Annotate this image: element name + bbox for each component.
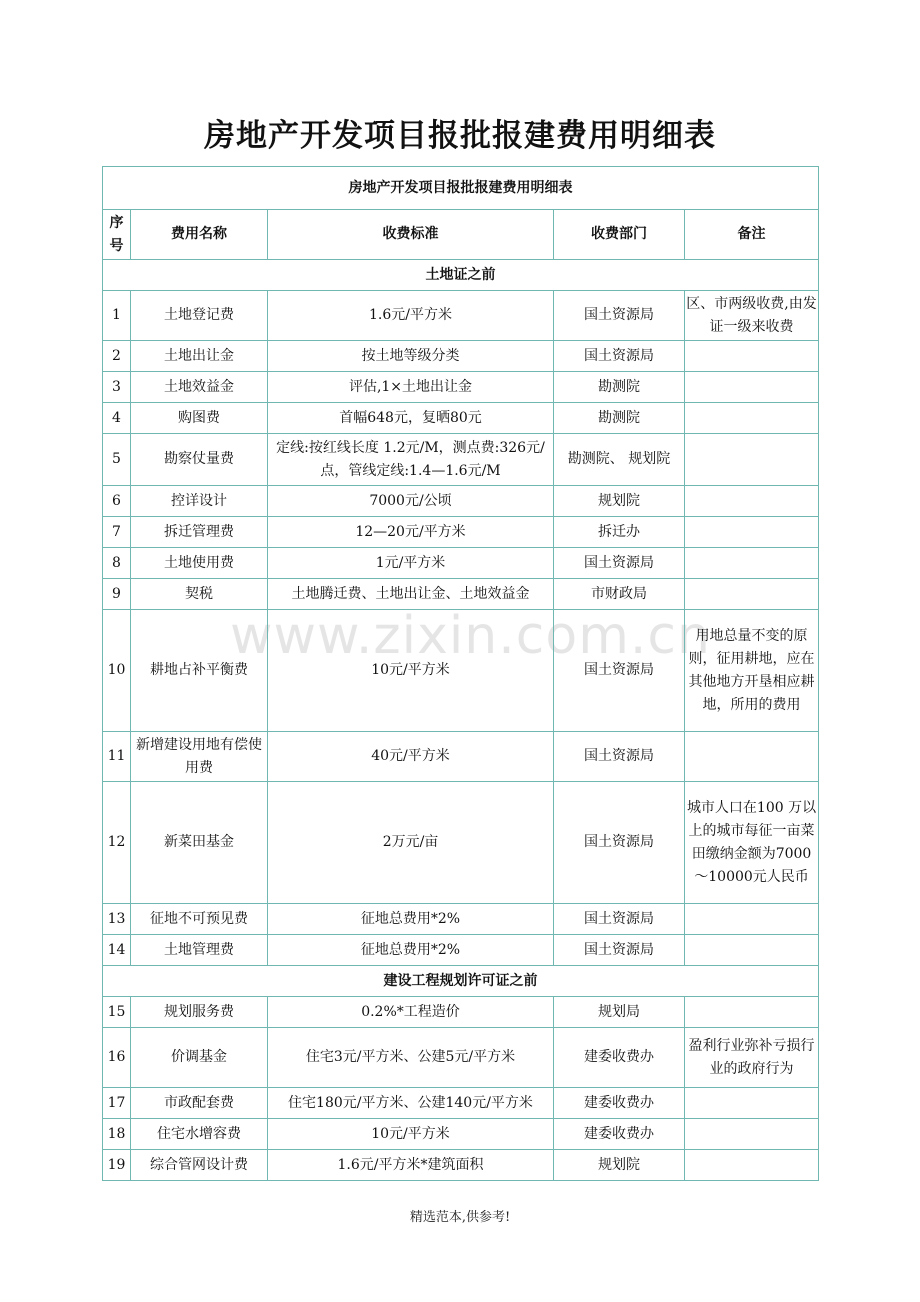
fee-name: 勘察仗量费 xyxy=(131,434,268,486)
fee-note xyxy=(685,1150,819,1181)
fee-note xyxy=(685,517,819,548)
row-number: 7 xyxy=(103,517,131,548)
row-number: 18 xyxy=(103,1119,131,1150)
fee-note xyxy=(685,403,819,434)
fee-note xyxy=(685,372,819,403)
row-number: 10 xyxy=(103,610,131,732)
table-row xyxy=(103,904,819,935)
row-number: 4 xyxy=(103,403,131,434)
fee-dept: 拆迁办 xyxy=(554,517,685,548)
fee-dept: 市财政局 xyxy=(554,579,685,610)
fee-standard: 首幅648元，复晒80元 xyxy=(268,403,554,434)
table-row xyxy=(103,403,819,434)
table-row xyxy=(103,1119,819,1150)
fee-dept: 国土资源局 xyxy=(554,935,685,966)
fee-dept: 勘测院、 规划院 xyxy=(554,434,685,486)
fee-name: 拆迁管理费 xyxy=(131,517,268,548)
fee-note: 盈利行业弥补亏损行业的政府行为 xyxy=(685,1028,819,1088)
fee-note xyxy=(685,732,819,782)
header-row xyxy=(103,210,819,260)
row-number: 19 xyxy=(103,1150,131,1181)
fee-standard: 2万元/亩 xyxy=(268,782,554,904)
fee-name: 契税 xyxy=(131,579,268,610)
fee-name: 土地管理费 xyxy=(131,935,268,966)
watermark: www.zixin.com.cn xyxy=(230,606,711,666)
row-number: 5 xyxy=(103,434,131,486)
header-standard: 收费标准 xyxy=(268,210,554,260)
fee-standard: 40元/平方米 xyxy=(268,732,554,782)
row-number: 1 xyxy=(103,291,131,341)
fee-name: 土地出让金 xyxy=(131,341,268,372)
fee-note xyxy=(685,997,819,1028)
fee-name: 价调基金 xyxy=(131,1028,268,1088)
table-row xyxy=(103,1028,819,1088)
fee-note xyxy=(685,1088,819,1119)
row-number: 6 xyxy=(103,486,131,517)
row-number: 9 xyxy=(103,579,131,610)
fee-name: 征地不可预见费 xyxy=(131,904,268,935)
fee-standard: 住宅3元/平方米、公建5元/平方米 xyxy=(268,1028,554,1088)
row-number: 17 xyxy=(103,1088,131,1119)
fee-dept: 建委收费办 xyxy=(554,1028,685,1088)
section-label: 建设工程规划许可证之前 xyxy=(103,966,819,997)
fee-name: 土地使用费 xyxy=(131,548,268,579)
fee-dept: 国土资源局 xyxy=(554,610,685,732)
table-row xyxy=(103,782,819,904)
fee-note xyxy=(685,1119,819,1150)
fee-standard: 按土地等级分类 xyxy=(268,341,554,372)
footer: 精选范本,供参考! xyxy=(409,1210,511,1225)
table-row xyxy=(103,548,819,579)
fee-dept: 规划院 xyxy=(554,1150,685,1181)
fee-dept: 国土资源局 xyxy=(554,782,685,904)
fee-note xyxy=(685,935,819,966)
fee-standard: 10元/平方米 xyxy=(268,610,554,732)
fee-dept: 建委收费办 xyxy=(554,1088,685,1119)
table-row xyxy=(103,997,819,1028)
row-number: 3 xyxy=(103,372,131,403)
table-row xyxy=(103,732,819,782)
fee-dept: 国土资源局 xyxy=(554,732,685,782)
section-label: 土地证之前 xyxy=(103,260,819,291)
fee-dept: 国土资源局 xyxy=(554,341,685,372)
section-row xyxy=(103,260,819,291)
fee-name: 土地效益金 xyxy=(131,372,268,403)
table-caption-row xyxy=(103,167,819,210)
fee-standard: 定线:按红线长度 1.2元/M，测点费:326元/点，管线定线:1.4—1.6元/M xyxy=(268,434,554,486)
row-number: 15 xyxy=(103,997,131,1028)
table-row xyxy=(103,610,819,732)
header-note: 备注 xyxy=(685,210,819,260)
fee-name: 土地登记费 xyxy=(131,291,268,341)
table-row xyxy=(103,434,819,486)
fee-name: 规划服务费 xyxy=(131,997,268,1028)
table-row xyxy=(103,517,819,548)
fee-note xyxy=(685,579,819,610)
fee-note xyxy=(685,904,819,935)
page-title: 房地产开发项目报批报建费用明细表 xyxy=(204,118,716,154)
fee-standard: 土地腾迁费、土地出让金、土地效益金 xyxy=(268,579,554,610)
table-row xyxy=(103,935,819,966)
fee-note: 区、市两级收费,由发证一级来收费 xyxy=(685,291,819,341)
header-name: 费用名称 xyxy=(131,210,268,260)
fee-name: 购图费 xyxy=(131,403,268,434)
fee-table xyxy=(102,166,819,1181)
fee-standard: 7000元/公顷 xyxy=(268,486,554,517)
header-dept: 收费部门 xyxy=(554,210,685,260)
fee-name: 耕地占补平衡费 xyxy=(131,610,268,732)
row-number: 2 xyxy=(103,341,131,372)
row-number: 14 xyxy=(103,935,131,966)
table-row xyxy=(103,486,819,517)
table-row xyxy=(103,579,819,610)
header-no: 序号 xyxy=(103,210,131,260)
fee-note: 用地总量不变的原则，征用耕地，应在其他地方开垦相应耕地，所用的费用 xyxy=(685,610,819,732)
fee-standard: 1.6元/平方米*建筑面积 xyxy=(268,1150,554,1181)
fee-note xyxy=(685,486,819,517)
fee-standard: 征地总费用*2% xyxy=(268,904,554,935)
fee-note xyxy=(685,341,819,372)
table-row xyxy=(103,372,819,403)
row-number: 11 xyxy=(103,732,131,782)
fee-dept: 规划院 xyxy=(554,486,685,517)
fee-standard: 征地总费用*2% xyxy=(268,935,554,966)
fee-standard: 评估,1×土地出让金 xyxy=(268,372,554,403)
row-number: 16 xyxy=(103,1028,131,1088)
table-row xyxy=(103,1088,819,1119)
fee-name: 新菜田基金 xyxy=(131,782,268,904)
row-number: 13 xyxy=(103,904,131,935)
fee-dept: 勘测院 xyxy=(554,403,685,434)
fee-dept: 规划局 xyxy=(554,997,685,1028)
fee-name: 新增建设用地有偿使用费 xyxy=(131,732,268,782)
row-number: 8 xyxy=(103,548,131,579)
fee-standard: 1元/平方米 xyxy=(268,548,554,579)
fee-name: 控详设计 xyxy=(131,486,268,517)
fee-note: 城市人口在100 万以上的城市每征一亩菜田缴纳金额为7000～10000元人民币 xyxy=(685,782,819,904)
fee-standard: 住宅180元/平方米、公建140元/平方米 xyxy=(268,1088,554,1119)
section-row xyxy=(103,966,819,997)
fee-dept: 建委收费办 xyxy=(554,1119,685,1150)
table-row xyxy=(103,341,819,372)
fee-note xyxy=(685,548,819,579)
fee-dept: 国土资源局 xyxy=(554,291,685,341)
fee-standard: 0.2%*工程造价 xyxy=(268,997,554,1028)
table-row xyxy=(103,1150,819,1181)
fee-standard: 12—20元/平方米 xyxy=(268,517,554,548)
row-number: 12 xyxy=(103,782,131,904)
fee-note xyxy=(685,434,819,486)
fee-name: 综合管网设计费 xyxy=(131,1150,268,1181)
fee-name: 市政配套费 xyxy=(131,1088,268,1119)
fee-standard: 10元/平方米 xyxy=(268,1119,554,1150)
table-caption: 房地产开发项目报批报建费用明细表 xyxy=(103,167,819,210)
table-row xyxy=(103,291,819,341)
fee-dept: 国土资源局 xyxy=(554,548,685,579)
fee-dept: 国土资源局 xyxy=(554,904,685,935)
fee-standard: 1.6元/平方米 xyxy=(268,291,554,341)
fee-name: 住宅水增容费 xyxy=(131,1119,268,1150)
fee-dept: 勘测院 xyxy=(554,372,685,403)
